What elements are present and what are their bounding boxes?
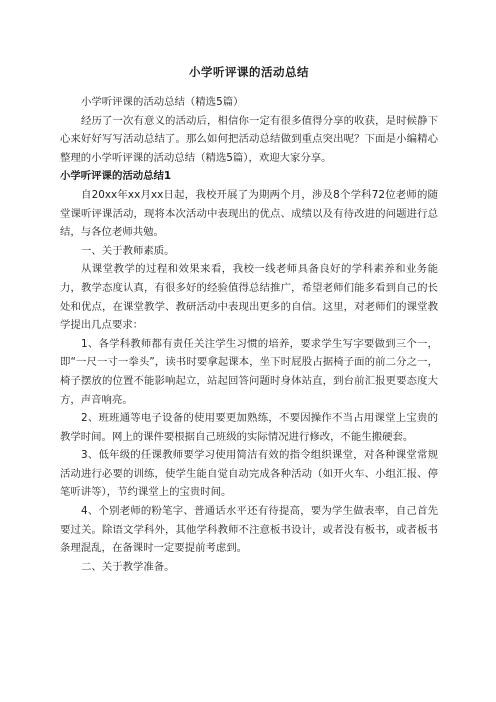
- paragraph: 3、低年级的任课教师要学习使用简洁有效的指令组织课堂，对各种课堂常规活动进行必要的训练，使学生能自觉自动完成各种活动（如开火车、小组汇报、停笔听讲等），节约课堂上的宝贵时间。: [60, 449, 438, 499]
- paragraph: 一、关于教师素质。: [81, 244, 175, 257]
- paragraph: 1、各学科教师都有责任关注学生习惯的培养，要求学生写字要做到三个一，即“一尺一寸一拳头”，读书时要拿起课本，坐下时屁股占据椅子面的前二分之一，椅子摆放的位置不能影响起立，站起回答问题时身体站直，到台前汇报更要态度大方，声音响亮。: [60, 337, 438, 406]
- paragraph: 4、个别老师的粉笔字、普通话水平还有待提高，要为学生做表率，自己首先要过关。除语文学科外，其他学科教师不注意板书设计，或者没有板书，或者板书条理混乱，在备课时一定要提前考虑到。: [60, 505, 438, 555]
- paragraph: 自20xx年xx月xx日起，我校开展了为期两个月，涉及8个学科72位老师的随堂课听评课活动，现将本次活动中表现出的优点、成绩以及有待改进的问题进行总结，与各位老师共勉。: [60, 188, 438, 239]
- paragraph: 从课堂教学的过程和效果来看，我校一线老师具备良好的学科素养和业务能力，教学态度认真，有很多好的经验值得总结推广，希望老师们能多看到自己的长处和优点，在课堂教学、教研活动中表现出更多的自信。这里，对老师们的课堂教学提出几点要求：: [60, 263, 438, 332]
- paragraph: 二、关于教学准备。: [81, 560, 175, 573]
- paragraph: 小学听评课的活动总结（精选5篇）: [81, 96, 244, 108]
- section-heading: 小学听评课的活动总结1: [60, 170, 172, 183]
- paragraph: 2、班班通等电子设备的使用要更加熟练，不要因操作不当占用课堂上宝贵的教学时间。网上的课件要根据自己班级的实际情况进行修改，不能生搬硬套。: [60, 412, 438, 443]
- document-title: 小学听评课的活动总结: [189, 65, 309, 79]
- paragraph: 经历了一次有意义的活动后，相信你一定有很多值得分享的收获，是时候静下心来好好写写活动总结了。那么如何把活动总结做到重点突出呢？下面是小编精心整理的小学听评课的活动总结（精选5篇），欢迎大家分享。: [60, 114, 438, 164]
- document-body: [60, 93, 438, 576]
